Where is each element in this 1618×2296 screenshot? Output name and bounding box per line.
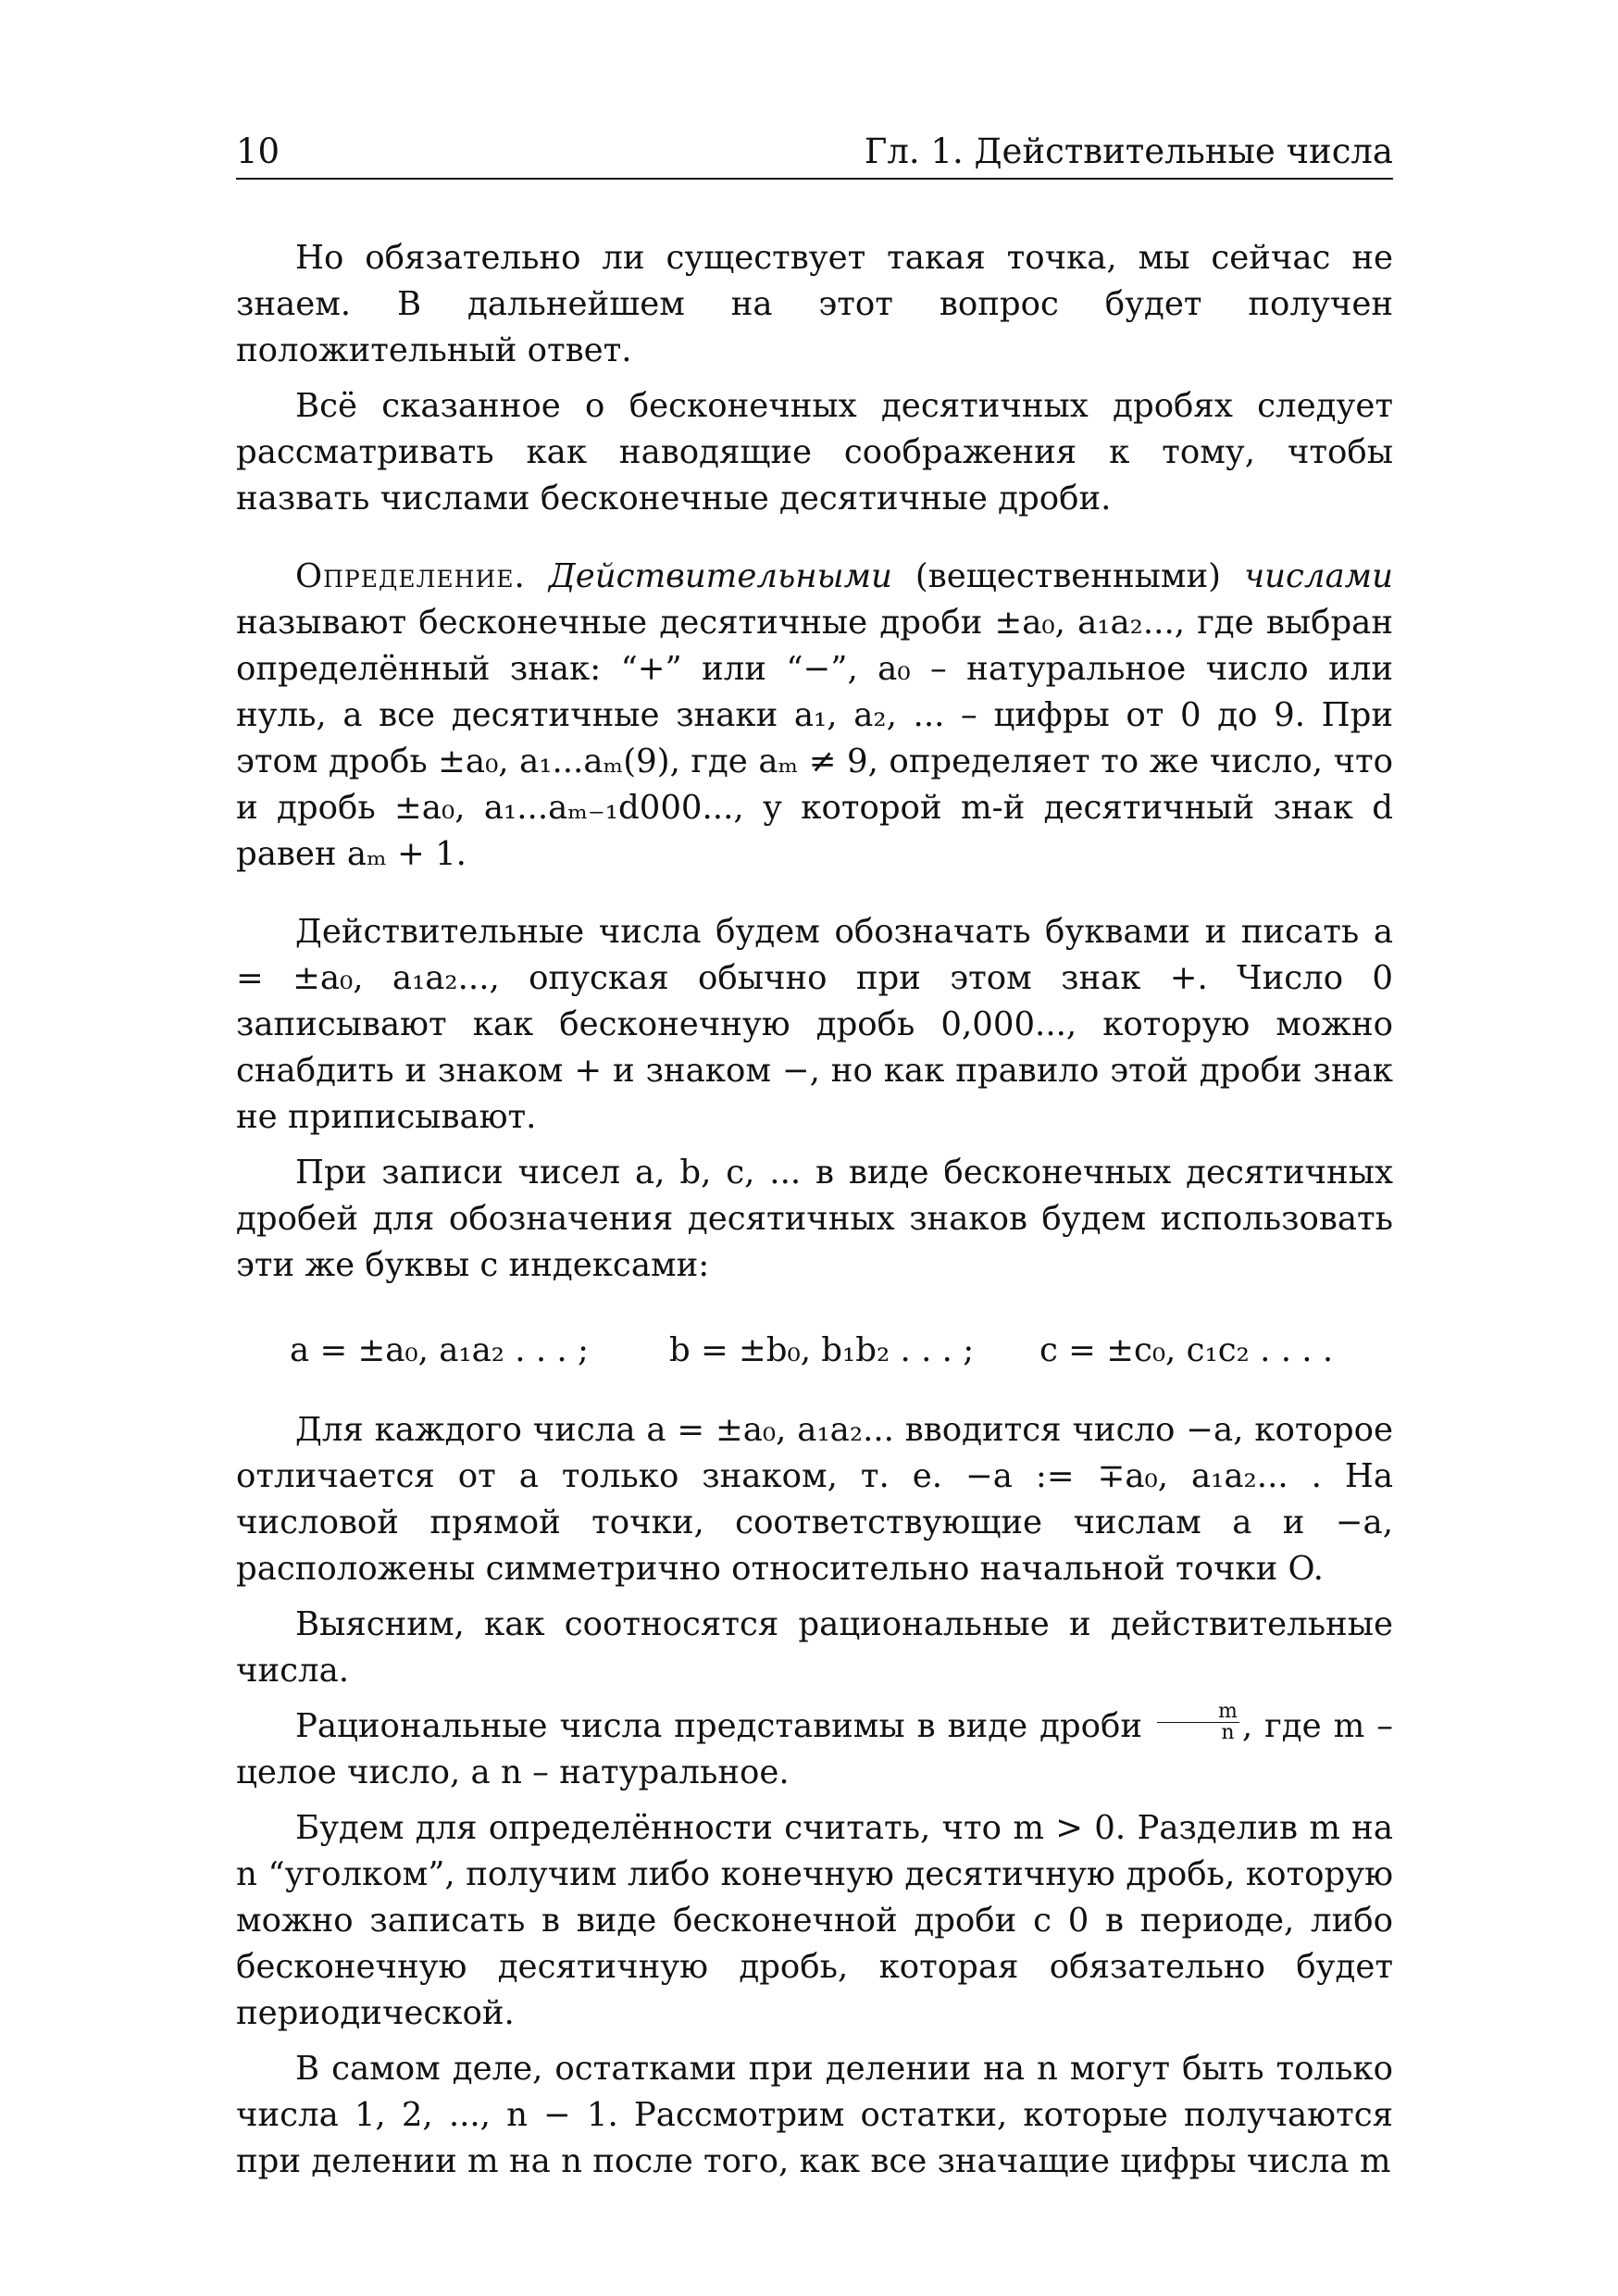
definition-paragraph (236, 554, 1393, 878)
paragraph-1: Но обязательно ли существует такая точка, мы сейчас не знаем. В дальнейшем на этот вопрос будет получен положительный ответ. (236, 239, 1393, 369)
definition-body: называют бесконечные десятичные дроби ±a₀, a₁a₂..., где выбран определённый знак: “+” или “−”, a₀ – натуральное число или нуль, а все десятичные знаки a₁, a₂, ... – цифры от 0 до 9. При этом дробь ±a₀, a₁...aₘ(9), где aₘ ≠ 9, определяет то же число, что и дробь ±a₀, a₁...aₘ₋₁d000..., у которой m-й десятичный знак d равен aₘ + 1. (236, 604, 1393, 873)
definition-term: Действительными (548, 557, 892, 595)
paragraph-remainders: В самом деле, остатками при делении на n могут быть только числа 1, 2, ..., n − 1. Рассмотрим остатки, которые получаются при делении m на n после того, как все значащие цифры числа m (236, 2050, 1393, 2180)
fraction-lead: Рациональные числа представимы в виде дроби (295, 1707, 1155, 1745)
fraction-tail: , где m – целое число, а n – натуральное. (236, 1707, 1393, 1791)
paragraph-indices: При записи чисел a, b, c, ... в виде бесконечных десятичных дробей для обозначения десятичных знаков будем использовать эти же буквы с индексами: (236, 1154, 1393, 1284)
paragraph-2: Всё сказанное о бесконечных десятичных дробях следует рассматривать как наводящие соображения к тому, чтобы назвать числами бесконечные десятичные дроби. (236, 387, 1393, 518)
fraction-denominator: n (1221, 1721, 1235, 1744)
fraction-numerator: m (1157, 1702, 1239, 1723)
definition-label: Определение. (295, 557, 526, 595)
running-title: Гл. 1. Действительные числа (864, 131, 1393, 171)
definition-term-2: числами (1244, 557, 1393, 595)
display-formula (236, 1328, 1393, 1374)
paragraph-negation: Для каждого числа a = ±a₀, a₁a₂... вводится число −a, которое отличается от a только знаком, т. е. −a := ∓a₀, a₁a₂... . На числовой прямой точки, соответствующие числам a и −a, расположены симметрично относительно начальной точки O. (236, 1411, 1393, 1588)
formula-c: c = ±c₀, c₁c₂ . . . . (1039, 1331, 1334, 1369)
formula-b: b = ±b₀, b₁b₂ . . . ; (669, 1331, 975, 1369)
text-body (236, 235, 1393, 2185)
paragraph-notation: Действительные числа будем обозначать буквами и писать a = ±a₀, a₁a₂..., опуская обычно при этом знак +. Число 0 записывают как бесконечную дробь 0,000..., которую можно снабдить и знаком + и знаком −, но как правило этой дроби знак не приписывают. (236, 913, 1393, 1136)
paragraph-fraction (236, 1700, 1393, 1796)
fraction-m-over-n (1157, 1702, 1239, 1743)
running-header (236, 131, 1393, 180)
paragraph-rational-intro: Выясним, как соотносятся рациональные и действительные числа. (236, 1605, 1393, 1690)
page (236, 131, 1393, 2185)
paragraph-division: Будем для определённости считать, что m > 0. Разделив m на n “уголком”, получим либо конечную десятичную дробь, которую можно записать в виде бесконечной дроби с 0 в периоде, либо бесконечную десятичную дробь, которая обязательно будет периодической. (236, 1809, 1393, 2032)
page-number: 10 (236, 131, 280, 171)
formula-a: a = ±a₀, a₁a₂ . . . ; (290, 1331, 589, 1369)
definition-aside: (вещественными) (891, 557, 1245, 595)
